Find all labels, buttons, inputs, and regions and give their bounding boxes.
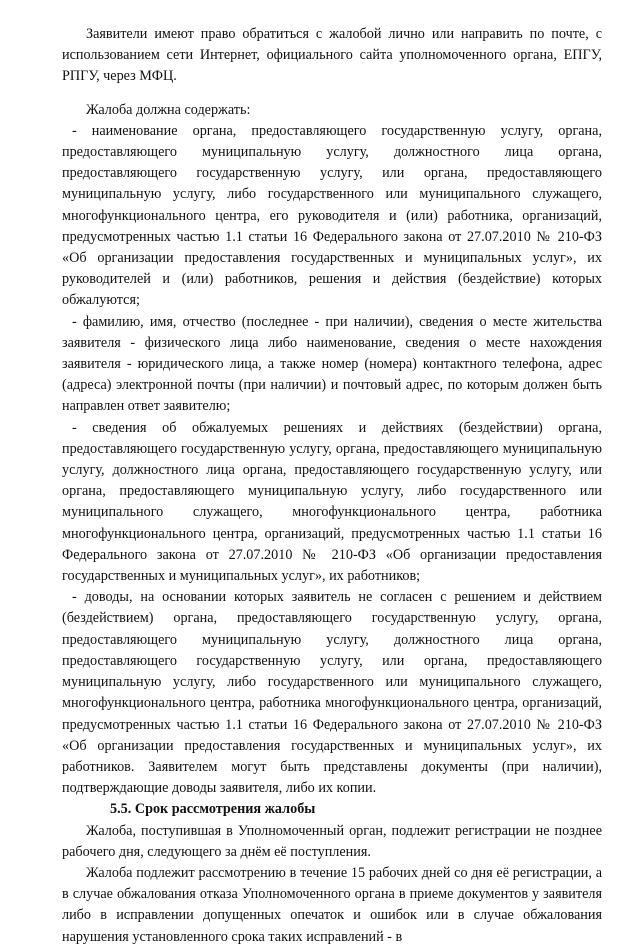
list-item-applicant-details: - фамилию, имя, отчество (последнее - при наличии), сведения о месте жительства заявителя - физического лица либо наименование, сведения о месте нахождения заявителя - юридического лица, а также номер (номера) контактного телефона, адрес (адреса) электронной почты (при наличии) и почтовый адрес, по которым должен быть направлен ответ заявителю;: [62, 313, 602, 415]
intro-paragraph: Заявители имеют право обратиться с жалобой лично или направить по почте, с использованием сети Интернет, официального сайта уполномоченного органа, ЕПГУ, РПГУ, через МФЦ.: [62, 26, 602, 85]
registration-paragraph: Жалоба, поступившая в Уполномоченный орган, подлежит регистрации не позднее рабочего дня, следующего за днём её поступления.: [62, 822, 602, 860]
section-heading: 5.5. Срок рассмотрения жалобы: [110, 801, 316, 818]
complaint-contents-heading: Жалоба должна содержать:: [86, 101, 251, 118]
review-paragraph: Жалоба подлежит рассмотрению в течение 15 рабочих дней со дня её регистрации, а в случае обжалования отказа Уполномоченного органа в приеме документов у заявителя либо в исправлении допущенных опечаток и ошибок или в случае обжалования нарушения установленного срока таких исправлений - в: [62, 864, 602, 945]
paragraph-gap: [62, 88, 602, 100]
list-item-appealed-decisions: - сведения об обжалуемых решениях и действиях (бездействии) органа, предоставляющего государственную услугу, органа, предоставляющего муниципальную услугу, должностного лица органа, предоставляющего государственную услугу, или органа, предоставляющего муниципальную услугу, либо государственного или муниципального служащего, многофункционального центра, работника многофункционального центра, организаций, предусмотренных частью 1.1 статьи 16 Федерального закона от 27.07.2010 № 210-ФЗ «Об организации предоставления государственных и муниципальных услуг», их работников;: [62, 419, 602, 585]
document-page: [62, 24, 602, 948]
list-item-authority: - наименование органа, предоставляющего государственную услугу, органа, предоставляющего муниципальную услугу, должностного лица органа, предоставляющего государственную услугу, или органа, предоставляющего муниципальную услугу, либо государственного или муниципального служащего, многофункционального центра, его руководителя и (или) работника, организаций, предусмотренных частью 1.1 статьи 16 Федерального закона от 27.07.2010 № 210-ФЗ «Об организации предоставления государственных и муниципальных услуг», их руководителей и (или) работников, решения и действия (бездействие) которых обжалуются;: [62, 122, 602, 309]
list-item-arguments: - доводы, на основании которых заявитель не согласен с решением и действием (бездействием) органа, предоставляющего государственную услугу, органа, предоставляющего муниципальную услугу, должностного лица органа, предоставляющего государственную услугу, или органа, предоставляющего муниципальную услугу, либо государственного или муниципального служащего, многофункционального центра, работника многофункционального центра, организаций, предусмотренных частью 1.1 статьи 16 Федерального закона от 27.07.2010 № 210-ФЗ «Об организации предоставления государственных и муниципальных услуг», их работников. Заявителем могут быть представлены документы (при наличии), подтверждающие доводы заявителя, либо их копии.: [62, 589, 602, 797]
